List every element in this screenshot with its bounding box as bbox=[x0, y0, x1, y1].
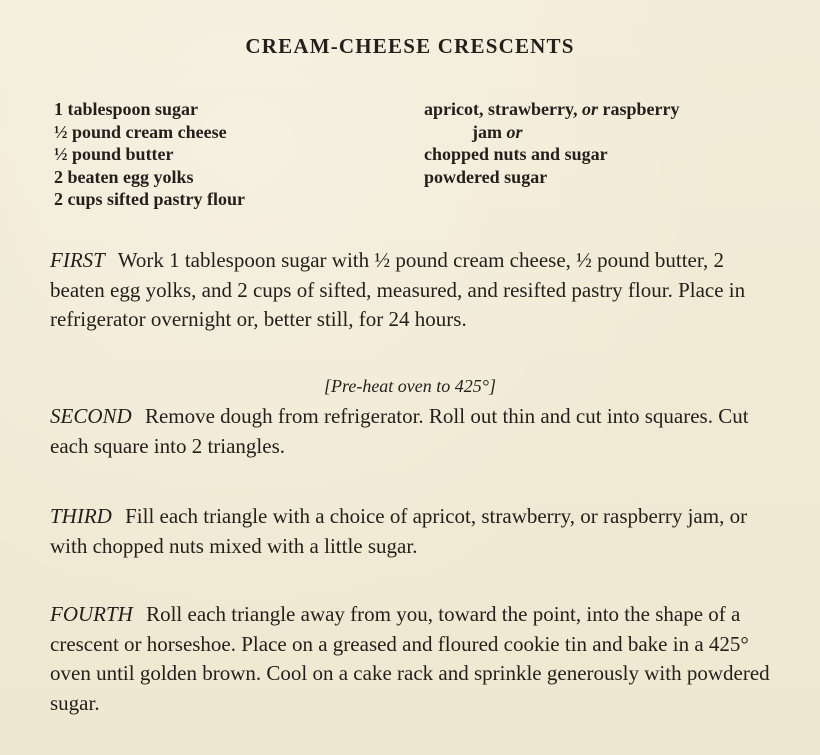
ingredient-item: 2 beaten egg yolks bbox=[54, 166, 194, 187]
preheat-text: [Pre-heat oven to 425°] bbox=[324, 376, 496, 396]
ingredient-text: apricot, strawberry, bbox=[424, 99, 578, 119]
step-label: FIRST bbox=[50, 248, 105, 272]
step-label: FOURTH bbox=[50, 602, 133, 626]
ingredient-or: or bbox=[581, 99, 598, 119]
ingredient-text: jam bbox=[472, 121, 502, 142]
step-text: Remove dough from refrigerator. Roll out thin and cut into squares. Cut each square into 2 triangles. bbox=[50, 404, 749, 458]
ingredient-item: ½ pound cream cheese bbox=[54, 121, 227, 142]
step-fourth bbox=[50, 600, 772, 718]
ingredients-right-column bbox=[424, 98, 804, 188]
ingredient-text: raspberry bbox=[602, 99, 680, 119]
ingredient-item bbox=[424, 98, 804, 121]
ingredient-item bbox=[424, 121, 804, 144]
step-label: THIRD bbox=[50, 504, 112, 528]
recipe-title: CREAM-CHEESE CRESCENTS bbox=[245, 34, 575, 58]
step-first bbox=[50, 246, 772, 335]
ingredient-item: chopped nuts and sugar bbox=[424, 144, 608, 164]
preheat-note bbox=[0, 376, 820, 397]
step-text: Fill each triangle with a choice of apricot, strawberry, or raspberry jam, or with chopped nuts mixed with a little sugar. bbox=[50, 504, 748, 558]
ingredients-left-column bbox=[54, 98, 404, 211]
ingredient-or: or bbox=[506, 121, 523, 142]
step-third bbox=[50, 502, 772, 561]
ingredient-item: powdered sugar bbox=[424, 166, 548, 187]
step-text: Roll each triangle away from you, toward the point, into the shape of a crescent or horseshoe. Place on a greased and floured cookie tin and bake in a 425° oven until golden brown. Cool on a cake rack and sprinkle generously with powdered sugar. bbox=[50, 602, 770, 715]
ingredient-item: 1 tablespoon sugar bbox=[54, 99, 199, 119]
step-text: Work 1 tablespoon sugar with ½ pound cream cheese, ½ pound butter, 2 beaten egg yolks, and 2 cups of sifted, measured, and resifted pastry flour. Place in refrigerator overnight or, better still, for 24 hours. bbox=[50, 248, 746, 331]
ingredient-item: ½ pound butter bbox=[54, 144, 174, 164]
step-label: SECOND bbox=[50, 404, 132, 428]
step-second bbox=[50, 402, 772, 461]
ingredient-item: 2 cups sifted pastry flour bbox=[54, 189, 246, 209]
